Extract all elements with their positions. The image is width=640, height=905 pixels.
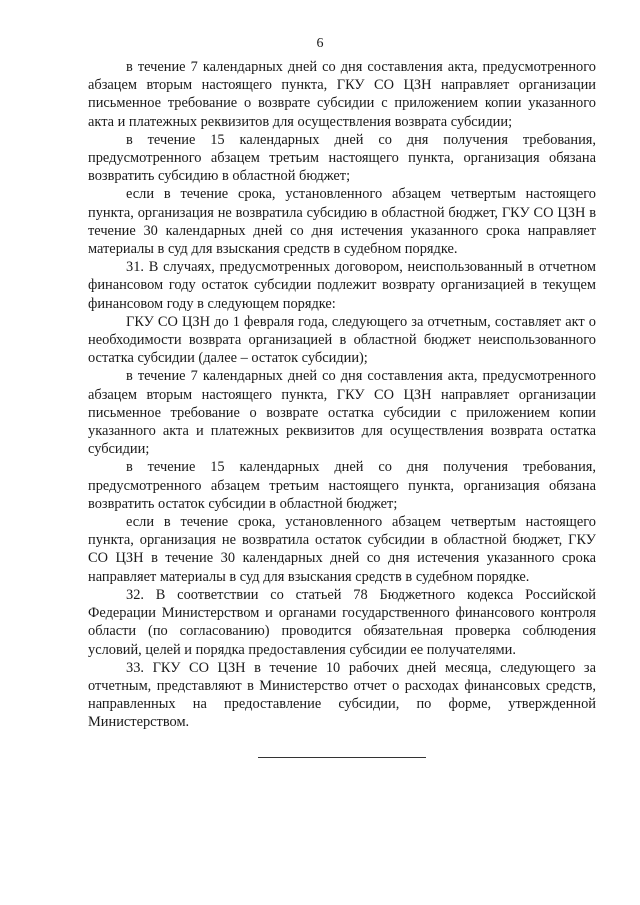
paragraph: если в течение срока, установленного абзацем четвертым настоящего пункта, организация не возвратила остаток субсидии в областной бюджет, ГКУ СО ЦЗН в течение 30 календарных дней со дня истечения указанного срока направляет материалы в суд для взыскания средств в судебном порядке. bbox=[88, 514, 596, 585]
paragraph: в течение 7 календарных дней со дня составления акта, предусмотренного абзацем вторым настоящего пункта, ГКУ СО ЦЗН направляет организации письменное требование о возврате субсидии с приложением копии указанного акта и платежных реквизитов для осуществления возврата субсидии; bbox=[88, 59, 596, 130]
paragraph: в течение 15 календарных дней со дня получения требования, предусмотренного абзацем третьим настоящего пункта, организация обязана возвратить остаток субсидии в областной бюджет; bbox=[88, 459, 596, 512]
paragraph: в течение 7 календарных дней со дня составления акта, предусмотренного абзацем вторым настоящего пункта, ГКУ СО ЦЗН направляет организации письменное требование о возврате остатка субсидии с приложением копии указанного акта и платежных реквизитов для осуществления возврата остатка субсидии; bbox=[88, 368, 596, 458]
paragraph: ГКУ СО ЦЗН до 1 февраля года, следующего за отчетным, составляет акт о необходимости возврата организацией в областной бюджет неиспользованного остатка субсидии (далее – остаток субсидии); bbox=[88, 313, 596, 367]
paragraph: если в течение срока, установленного абзацем четвертым настоящего пункта, организация не возвратила субсидию в областной бюджет, ГКУ СО ЦЗН в течение 30 календарных дней со дня истечения указанного срока направляет материалы в суд для взыскания средств в судебном порядке. bbox=[88, 186, 596, 258]
paragraph: в течение 15 календарных дней со дня получения требования, предусмотренного абзацем третьим настоящего пункта, организация обязана возвратить субсидию в областной бюджет; bbox=[88, 131, 596, 185]
paragraph: 33. ГКУ СО ЦЗН в течение 10 рабочих дней месяца, следующего за отчетным, представляют в Министерство отчет о расходах финансовых средств, направленных на предоставление субсидии, по форме, утвержденной Министерством. bbox=[88, 659, 596, 731]
closing-rule bbox=[258, 757, 426, 758]
page-number: 6 bbox=[316, 36, 324, 51]
paragraph: 31. В случаях, предусмотренных договором, неиспользованный в отчетном финансовом году остаток субсидии подлежит возврату организацией в текущем финансовом году в следующем порядке: bbox=[88, 259, 596, 312]
document-body bbox=[88, 58, 596, 732]
paragraph: 32. В соответствии со статьей 78 Бюджетного кодекса Российской Федерации Министерством и органами государственного финансового контроля области (по согласованию) проводится обязательная проверка соблюдения условий, целей и порядка предоставления субсидии ее получателями. bbox=[88, 586, 596, 658]
